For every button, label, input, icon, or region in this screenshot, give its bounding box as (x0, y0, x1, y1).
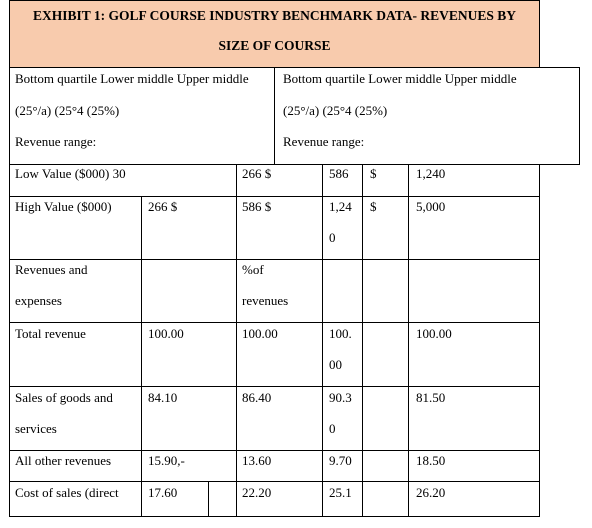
table-cell: 100.00 (242, 326, 278, 341)
row-label: Sales of goods and (15, 390, 113, 405)
header-right-line3: Revenue range: (283, 134, 365, 149)
table-cell: 13.60 (242, 453, 272, 468)
exhibit-title-line1: EXHIBIT 1: GOLF COURSE INDUSTRY BENCHMARK DATA- REVENUES BY (32, 8, 517, 23)
header-right-line1: Bottom quartile Lower middle Upper middle (283, 71, 517, 86)
table-cell: 0 (329, 421, 336, 436)
table-cell: 15.90,- (148, 453, 185, 468)
table-cell: 26.20 (416, 485, 446, 500)
table-cell: 25.1 (329, 485, 352, 500)
table-cell: $ (370, 166, 377, 181)
header-left-line1: Bottom quartile Lower middle Upper middle (15, 71, 249, 86)
row-label: Cost of sales (direct (15, 485, 119, 500)
table-cell: 5,000 (416, 199, 446, 214)
table-cell: 22.20 (242, 485, 272, 500)
header-right-line2: (25°/a) (25°4 (25%) (283, 103, 388, 118)
table-cell: 86.40 (242, 390, 272, 405)
row-label: Low Value ($000) 30 (15, 166, 126, 181)
table-cell: 586 (329, 166, 349, 181)
table-cell: 0 (329, 230, 336, 245)
table-cell: $ (370, 199, 377, 214)
table-cell: 100. (329, 326, 352, 341)
table-cell: revenues (242, 293, 289, 308)
table-cell: 84.10 (148, 390, 178, 405)
table-cell: 100.00 (148, 326, 184, 341)
table-cell: 1,240 (416, 166, 446, 181)
table-cell: %of (242, 262, 264, 277)
table-cell: 586 $ (242, 199, 272, 214)
exhibit-title-banner (9, 0, 540, 68)
row-label: services (15, 421, 57, 436)
table-cell: 18.50 (416, 453, 446, 468)
header-left-line2: (25°/a) (25°4 (25%) (15, 103, 120, 118)
table-cell: 9.70 (329, 453, 352, 468)
row-label: Revenues and (15, 262, 88, 277)
table-cell: 1,24 (329, 199, 352, 214)
header-left-line3: Revenue range: (15, 134, 97, 149)
exhibit-title-line2: SIZE OF COURSE (218, 38, 331, 53)
table-cell: 00 (329, 357, 342, 372)
row-label: expenses (15, 293, 62, 308)
table-cell: 266 $ (148, 199, 178, 214)
table-cell: 100.00 (416, 326, 452, 341)
table-cell: 90.3 (329, 390, 352, 405)
row-label: All other revenues (15, 453, 112, 468)
table-cell: 81.50 (416, 390, 446, 405)
table-cell: 266 $ (242, 166, 272, 181)
row-label: High Value ($000) (15, 199, 112, 214)
row-label: Total revenue (15, 326, 86, 341)
table-cell: 17.60 (148, 485, 178, 500)
